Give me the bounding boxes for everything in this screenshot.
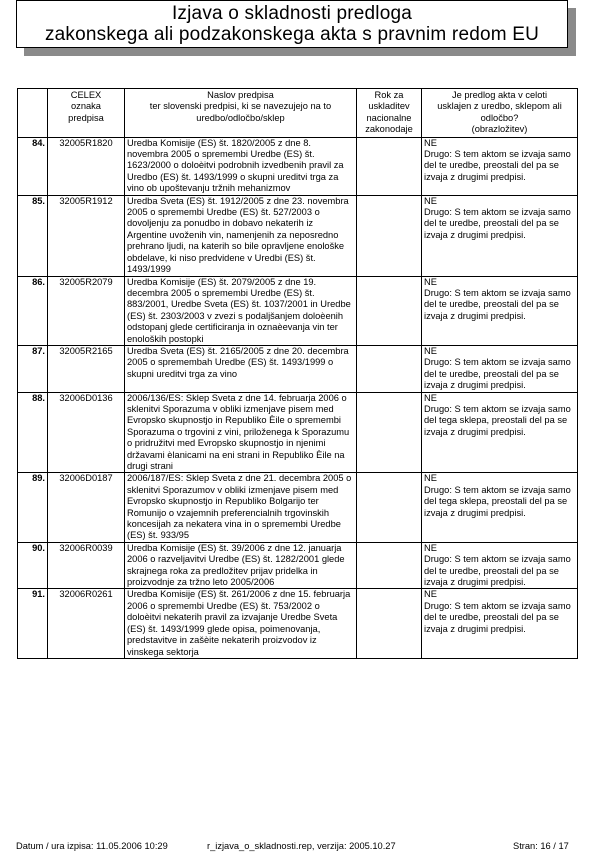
compliance-answer: NE bbox=[424, 392, 437, 403]
compliance-cell bbox=[422, 345, 578, 392]
compliance-answer: NE bbox=[424, 276, 437, 287]
compliance-explanation: Drugo: S tem aktom se izvaja samo del te uredbe, preostali del pa se izvaja z drugimi predpisi. bbox=[424, 600, 571, 634]
compliance-explanation: Drugo: S tem aktom se izvaja samo del tega sklepa, preostali del pa se izvaja z drugimi predpisi. bbox=[424, 484, 571, 518]
footer-report-version: r_izjava_o_skladnosti.rep, verzija: 2005.10.27 bbox=[207, 841, 396, 851]
title-line-1: Izjava o skladnosti predloga bbox=[171, 3, 413, 24]
deadline-cell bbox=[357, 392, 422, 473]
row-number: 88. bbox=[18, 392, 48, 473]
celex-code: 32005R2165 bbox=[48, 345, 125, 392]
compliance-cell bbox=[422, 392, 578, 473]
regulation-title: Uredba Sveta (ES) št. 1912/2005 z dne 23. novembra 2005 o spremembi Uredbe (ES) št. 527/2003 o dovoljenju za ponudbo in dobavo nekaterih iz Argentine uvoženih vin, namenjenih za neposredno prehrano ljudi, na katerih so bile opravljene enološke obdelave, ki niso predvidene v Uredbi (ES) št. 1493/1999 bbox=[125, 195, 357, 276]
table-row bbox=[18, 276, 578, 345]
row-number: 85. bbox=[18, 195, 48, 276]
compliance-explanation: Drugo: S tem aktom se izvaja samo del te uredbe, preostali del pa se izvaja z drugimi predpisi. bbox=[424, 207, 571, 240]
compliance-cell bbox=[422, 137, 578, 195]
compliance-table bbox=[17, 88, 578, 659]
compliance-cell bbox=[422, 195, 578, 276]
compliance-answer: NE bbox=[424, 589, 437, 600]
deadline-cell bbox=[357, 195, 422, 276]
table-row bbox=[18, 473, 578, 542]
table-row bbox=[18, 392, 578, 473]
compliance-explanation: Drugo: S tem aktom se izvaja samo del te uredbe, preostali del pa se izvaja z drugimi predpisi. bbox=[424, 287, 571, 321]
footer-print-date: Datum / ura izpisa: 11.05.2006 10:29 bbox=[16, 841, 168, 851]
celex-code: 32005R1912 bbox=[48, 195, 125, 276]
header-compliance: Je predlog akta v celoti usklajen z uredbo, sklepom ali odločbo? (obrazložitev) bbox=[422, 89, 578, 138]
row-number: 86. bbox=[18, 276, 48, 345]
row-number: 90. bbox=[18, 542, 48, 589]
celex-code: 32005R2079 bbox=[48, 276, 125, 345]
header-celex: CELEX oznaka predpisa bbox=[48, 89, 125, 138]
celex-code: 32006R0039 bbox=[48, 542, 125, 589]
header-deadline: Rok za uskladitev nacionalne zakonodaje bbox=[357, 89, 422, 138]
regulation-title: Uredba Sveta (ES) št. 2165/2005 z dne 20. decembra 2005 o spremembah Uredbe (ES) št. 1493/1999 o skupni ureditvi trga za vino bbox=[125, 345, 357, 392]
document-title-box bbox=[16, 0, 568, 50]
deadline-cell bbox=[357, 589, 422, 658]
table-row bbox=[18, 589, 578, 658]
regulation-title: 2006/187/ES: Sklep Sveta z dne 21. decembra 2005 o sklenitvi Sporazumov v obliki izmenjave pisem med Evropsko skupnostjo in Republiko Bolgarijo ter Romunijo o vzajemnih preferencialnih trgovinskih koncesijah za nekatera vina in o spremembi Uredbe (ES) št. 933/95 bbox=[125, 473, 357, 542]
compliance-explanation: Drugo: S tem aktom se izvaja samo del te uredbe, preostali del pa se izvaja z drugimi predpisi. bbox=[424, 149, 571, 182]
deadline-cell bbox=[357, 345, 422, 392]
compliance-cell bbox=[422, 473, 578, 542]
regulation-title: Uredba Komisije (ES) št. 2079/2005 z dne 19. decembra 2005 o spremembi Uredbe (ES) št. 883/2001, Uredbe Sveta (ES) št. 1037/2001 in Uredbe (ES) št. 2303/2003 v zvezi s podaljšanjem doloèenih odstopanj glede certificiranja in oznaèevanja vin ter enoloških postopki bbox=[125, 276, 357, 345]
compliance-answer: NE bbox=[424, 137, 437, 148]
celex-code: 32006R0261 bbox=[48, 589, 125, 658]
deadline-cell bbox=[357, 137, 422, 195]
row-number: 91. bbox=[18, 589, 48, 658]
regulation-title: Uredba Komisije (ES) št. 39/2006 z dne 12. januarja 2006 o razveljavitvi Uredbe (ES) št. 1282/2001 glede skrajnega roka za predložitev prijav pridelka in proizvodnje za tržno leto 2005/2006 bbox=[125, 542, 357, 589]
compliance-answer: NE bbox=[424, 345, 437, 356]
regulation-title: 2006/136/ES: Sklep Sveta z dne 14. februarja 2006 o sklenitvi Sporazuma v obliki izmenjave pisem med Evropsko skupnostjo in Republiko Èile o spremembi Sporazuma o trgovini z vini, priloženega k Sporazumu o pridružitvi med Evropsko skupnostjo in njenimi državami èlanicami na eni strani in Republiko Èile na drugi strani bbox=[125, 392, 357, 473]
table-row bbox=[18, 137, 578, 195]
table-row bbox=[18, 542, 578, 589]
table-row bbox=[18, 195, 578, 276]
compliance-answer: NE bbox=[424, 542, 437, 553]
compliance-cell bbox=[422, 276, 578, 345]
title-line-2: zakonskega ali podzakonskega akta s pravnim redom EU bbox=[44, 24, 540, 45]
compliance-explanation: Drugo: S tem aktom se izvaja samo del tega sklepa, preostali del pa se izvaja z drugimi predpisi. bbox=[424, 403, 571, 437]
celex-code: 32005R1820 bbox=[48, 137, 125, 195]
compliance-explanation: Drugo: S tem aktom se izvaja samo del te uredbe, preostali del pa se izvaja z drugimi predpisi. bbox=[424, 554, 571, 588]
compliance-cell bbox=[422, 589, 578, 658]
title-frame bbox=[16, 0, 568, 48]
row-number: 87. bbox=[18, 345, 48, 392]
deadline-cell bbox=[357, 276, 422, 345]
table-row bbox=[18, 345, 578, 392]
compliance-answer: NE bbox=[424, 195, 437, 206]
header-title: Naslov predpisa ter slovenski predpisi, ki se navezujejo na to uredbo/odločbo/sklep bbox=[125, 89, 357, 138]
deadline-cell bbox=[357, 542, 422, 589]
compliance-cell bbox=[422, 542, 578, 589]
celex-code: 32006D0187 bbox=[48, 473, 125, 542]
regulation-title: Uredba Komisije (ES) št. 1820/2005 z dne 8. novembra 2005 o spremembi Uredbe (ES) št. 1623/2000 o doloèitvi podrobnih izvedbenih pravil za Uredbo (ES) št. 1493/1999 o skupni ureditvi trga za vino ob upoštevanju tržnih mehanizmov bbox=[125, 137, 357, 195]
footer-page-number: Stran: 16 / 17 bbox=[513, 841, 569, 851]
regulation-title: Uredba Komisije (ES) št. 261/2006 z dne 15. februarja 2006 o spremembi Uredbe (ES) št. 753/2002 o doloèitvi nekaterih pravil za izvajanje Uredbe Sveta (ES) št. 1493/1999 glede opisa, poimenovanja, predstavitve in zašèite nekaterih proizvodov iz vinskega sektorja bbox=[125, 589, 357, 658]
row-number: 89. bbox=[18, 473, 48, 542]
header-number bbox=[18, 89, 48, 138]
deadline-cell bbox=[357, 473, 422, 542]
row-number: 84. bbox=[18, 137, 48, 195]
celex-code: 32006D0136 bbox=[48, 392, 125, 473]
compliance-answer: NE bbox=[424, 473, 437, 484]
compliance-explanation: Drugo: S tem aktom se izvaja samo del te uredbe, preostali del pa se izvaja z drugimi predpisi. bbox=[424, 357, 571, 391]
table-header-row bbox=[18, 89, 578, 138]
